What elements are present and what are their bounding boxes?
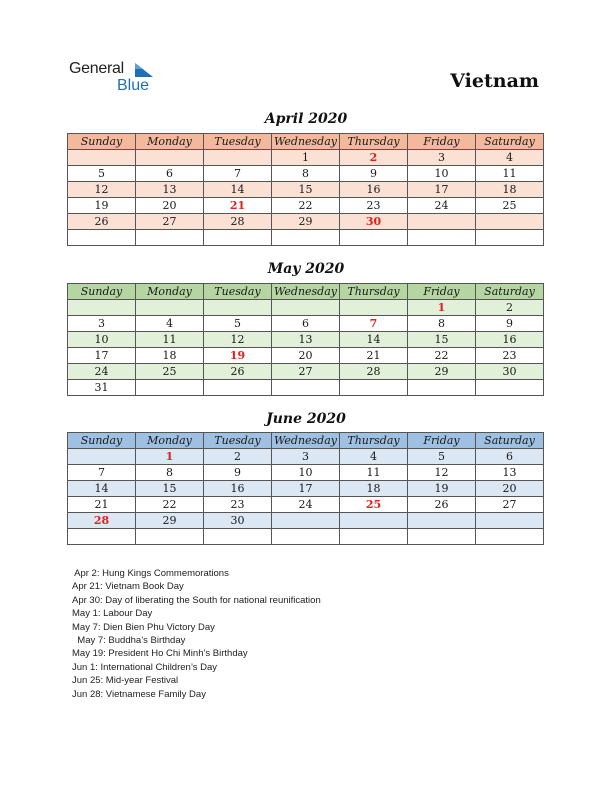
empty-day-cell <box>408 380 476 396</box>
day-cell: 2 <box>476 300 544 316</box>
empty-day-cell <box>340 300 408 316</box>
weekday-header: Thursday <box>340 433 408 449</box>
day-cell: 8 <box>272 166 340 182</box>
holiday-day-cell: 21 <box>204 198 272 214</box>
week-row <box>68 465 544 481</box>
weekday-header: Tuesday <box>204 433 272 449</box>
day-cell: 23 <box>340 198 408 214</box>
day-cell: 16 <box>340 182 408 198</box>
day-cell: 4 <box>476 150 544 166</box>
day-cell: 14 <box>204 182 272 198</box>
day-cell: 23 <box>476 348 544 364</box>
day-cell: 2 <box>204 449 272 465</box>
day-cell: 26 <box>204 364 272 380</box>
logo-triangle-icon <box>135 63 153 77</box>
generalblue-logo <box>69 60 169 100</box>
week-row <box>68 380 544 396</box>
empty-day-cell <box>476 214 544 230</box>
day-cell: 27 <box>272 364 340 380</box>
holiday-day-cell: 2 <box>340 150 408 166</box>
day-cell: 21 <box>68 497 136 513</box>
day-cell: 16 <box>476 332 544 348</box>
holiday-day-cell: 28 <box>68 513 136 529</box>
day-cell: 15 <box>272 182 340 198</box>
empty-day-cell <box>204 230 272 246</box>
day-cell: 19 <box>68 198 136 214</box>
week-row <box>68 513 544 529</box>
day-cell: 9 <box>340 166 408 182</box>
empty-day-cell <box>204 380 272 396</box>
day-cell: 11 <box>136 332 204 348</box>
weekday-header: Wednesday <box>272 284 340 300</box>
day-cell: 3 <box>68 316 136 332</box>
week-row <box>68 150 544 166</box>
day-cell: 22 <box>136 497 204 513</box>
empty-day-cell <box>136 230 204 246</box>
empty-day-cell <box>476 529 544 545</box>
holiday-day-cell: 1 <box>408 300 476 316</box>
calendar-may <box>67 283 544 396</box>
calendar-april <box>67 133 544 246</box>
empty-day-cell <box>204 150 272 166</box>
day-cell: 1 <box>272 150 340 166</box>
empty-day-cell <box>340 529 408 545</box>
logo-text-general: General <box>69 60 124 77</box>
day-cell: 8 <box>408 316 476 332</box>
weekday-header: Monday <box>136 284 204 300</box>
holiday-item: Jun 1: International Children’s Day <box>72 661 218 673</box>
day-cell: 18 <box>476 182 544 198</box>
week-row <box>68 198 544 214</box>
weekday-header: Sunday <box>68 433 136 449</box>
day-cell: 13 <box>476 465 544 481</box>
weekday-header: Saturday <box>476 284 544 300</box>
day-cell: 24 <box>408 198 476 214</box>
day-cell: 18 <box>340 481 408 497</box>
day-cell: 17 <box>408 182 476 198</box>
day-cell: 12 <box>68 182 136 198</box>
week-row <box>68 214 544 230</box>
empty-day-cell <box>68 230 136 246</box>
empty-day-cell <box>204 300 272 316</box>
empty-day-cell <box>136 300 204 316</box>
day-cell: 28 <box>204 214 272 230</box>
calendar-june <box>67 432 544 545</box>
day-cell: 6 <box>136 166 204 182</box>
weekday-header: Friday <box>408 433 476 449</box>
weekday-header: Wednesday <box>272 134 340 150</box>
holiday-item: May 7: Dien Bien Phu Victory Day <box>72 621 215 633</box>
day-cell: 3 <box>272 449 340 465</box>
empty-day-cell <box>408 214 476 230</box>
week-row <box>68 332 544 348</box>
weekday-header: Tuesday <box>204 134 272 150</box>
holiday-item: Jun 28: Vietnamese Family Day <box>72 688 206 700</box>
day-cell: 27 <box>476 497 544 513</box>
day-cell: 13 <box>272 332 340 348</box>
holiday-item: May 1: Labour Day <box>72 608 153 620</box>
country-title: Vietnam <box>450 70 539 92</box>
day-cell: 3 <box>408 150 476 166</box>
day-cell: 11 <box>340 465 408 481</box>
holiday-day-cell: 1 <box>136 449 204 465</box>
weekday-header: Monday <box>136 134 204 150</box>
empty-day-cell <box>272 529 340 545</box>
empty-day-cell <box>272 380 340 396</box>
empty-day-cell <box>272 300 340 316</box>
day-cell: 28 <box>340 364 408 380</box>
holiday-item: Jun 25: Mid-year Festival <box>72 675 179 687</box>
month-title-april: April 2020 <box>264 111 348 127</box>
month-title-june: June 2020 <box>266 411 346 427</box>
weekday-header: Friday <box>408 134 476 150</box>
day-cell: 25 <box>136 364 204 380</box>
day-cell: 29 <box>136 513 204 529</box>
holiday-item: Apr 30: Day of liberating the South for national reunification <box>72 594 321 606</box>
day-cell: 9 <box>204 465 272 481</box>
day-cell: 11 <box>476 166 544 182</box>
weekday-header: Wednesday <box>272 433 340 449</box>
week-row <box>68 316 544 332</box>
weekday-header-row <box>68 284 544 300</box>
logo-text-blue: Blue <box>117 77 150 94</box>
day-cell: 30 <box>476 364 544 380</box>
day-cell: 4 <box>340 449 408 465</box>
day-cell: 22 <box>408 348 476 364</box>
week-row <box>68 497 544 513</box>
holiday-item: May 19: President Ho Chi Minh’s Birthday <box>72 648 248 660</box>
week-row <box>68 166 544 182</box>
day-cell: 31 <box>68 380 136 396</box>
holiday-day-cell: 19 <box>204 348 272 364</box>
weekday-header-row <box>68 134 544 150</box>
day-cell: 20 <box>476 481 544 497</box>
day-cell: 7 <box>68 465 136 481</box>
week-row <box>68 348 544 364</box>
week-row <box>68 230 544 246</box>
day-cell: 5 <box>408 449 476 465</box>
week-row <box>68 182 544 198</box>
empty-day-cell <box>340 380 408 396</box>
empty-day-cell <box>68 150 136 166</box>
empty-day-cell <box>408 230 476 246</box>
weekday-header: Saturday <box>476 433 544 449</box>
day-cell: 13 <box>136 182 204 198</box>
day-cell: 15 <box>408 332 476 348</box>
empty-day-cell <box>68 529 136 545</box>
holiday-item: Apr 2: Hung Kings Commemorations <box>72 568 229 579</box>
day-cell: 23 <box>204 497 272 513</box>
day-cell: 7 <box>204 166 272 182</box>
day-cell: 27 <box>136 214 204 230</box>
week-row <box>68 449 544 465</box>
empty-day-cell <box>136 150 204 166</box>
day-cell: 5 <box>68 166 136 182</box>
day-cell: 16 <box>204 481 272 497</box>
day-cell: 15 <box>136 481 204 497</box>
empty-day-cell <box>340 513 408 529</box>
day-cell: 6 <box>272 316 340 332</box>
day-cell: 17 <box>272 481 340 497</box>
week-row <box>68 364 544 380</box>
empty-day-cell <box>272 513 340 529</box>
empty-day-cell <box>340 230 408 246</box>
day-cell: 6 <box>476 449 544 465</box>
empty-day-cell <box>476 380 544 396</box>
day-cell: 26 <box>408 497 476 513</box>
empty-day-cell <box>408 529 476 545</box>
empty-day-cell <box>68 300 136 316</box>
day-cell: 25 <box>476 198 544 214</box>
holiday-item: Apr 21: Vietnam Book Day <box>72 581 184 593</box>
holiday-day-cell: 30 <box>340 214 408 230</box>
empty-day-cell <box>476 513 544 529</box>
weekday-header: Monday <box>136 433 204 449</box>
month-title-may: May 2020 <box>267 261 345 277</box>
holiday-day-cell: 7 <box>340 316 408 332</box>
day-cell: 4 <box>136 316 204 332</box>
empty-day-cell <box>408 513 476 529</box>
week-row <box>68 529 544 545</box>
day-cell: 26 <box>68 214 136 230</box>
weekday-header: Thursday <box>340 134 408 150</box>
day-cell: 22 <box>272 198 340 214</box>
day-cell: 9 <box>476 316 544 332</box>
day-cell: 12 <box>204 332 272 348</box>
empty-day-cell <box>204 529 272 545</box>
weekday-header: Saturday <box>476 134 544 150</box>
holiday-day-cell: 25 <box>340 497 408 513</box>
week-row <box>68 481 544 497</box>
weekday-header: Friday <box>408 284 476 300</box>
day-cell: 14 <box>68 481 136 497</box>
day-cell: 24 <box>68 364 136 380</box>
day-cell: 17 <box>68 348 136 364</box>
empty-day-cell <box>476 230 544 246</box>
holiday-item: May 7: Buddha’s Birthday <box>72 634 186 646</box>
day-cell: 30 <box>204 513 272 529</box>
weekday-header: Sunday <box>68 284 136 300</box>
day-cell: 24 <box>272 497 340 513</box>
day-cell: 12 <box>408 465 476 481</box>
day-cell: 5 <box>204 316 272 332</box>
day-cell: 14 <box>340 332 408 348</box>
day-cell: 20 <box>272 348 340 364</box>
day-cell: 29 <box>408 364 476 380</box>
holiday-list <box>72 567 321 701</box>
weekday-header-row <box>68 433 544 449</box>
weekday-header: Thursday <box>340 284 408 300</box>
empty-day-cell <box>68 449 136 465</box>
day-cell: 21 <box>340 348 408 364</box>
empty-day-cell <box>136 380 204 396</box>
weekday-header: Tuesday <box>204 284 272 300</box>
empty-day-cell <box>136 529 204 545</box>
day-cell: 19 <box>408 481 476 497</box>
weekday-header: Sunday <box>68 134 136 150</box>
day-cell: 10 <box>408 166 476 182</box>
day-cell: 10 <box>68 332 136 348</box>
week-row <box>68 300 544 316</box>
empty-day-cell <box>272 230 340 246</box>
day-cell: 29 <box>272 214 340 230</box>
day-cell: 8 <box>136 465 204 481</box>
day-cell: 20 <box>136 198 204 214</box>
day-cell: 10 <box>272 465 340 481</box>
day-cell: 18 <box>136 348 204 364</box>
